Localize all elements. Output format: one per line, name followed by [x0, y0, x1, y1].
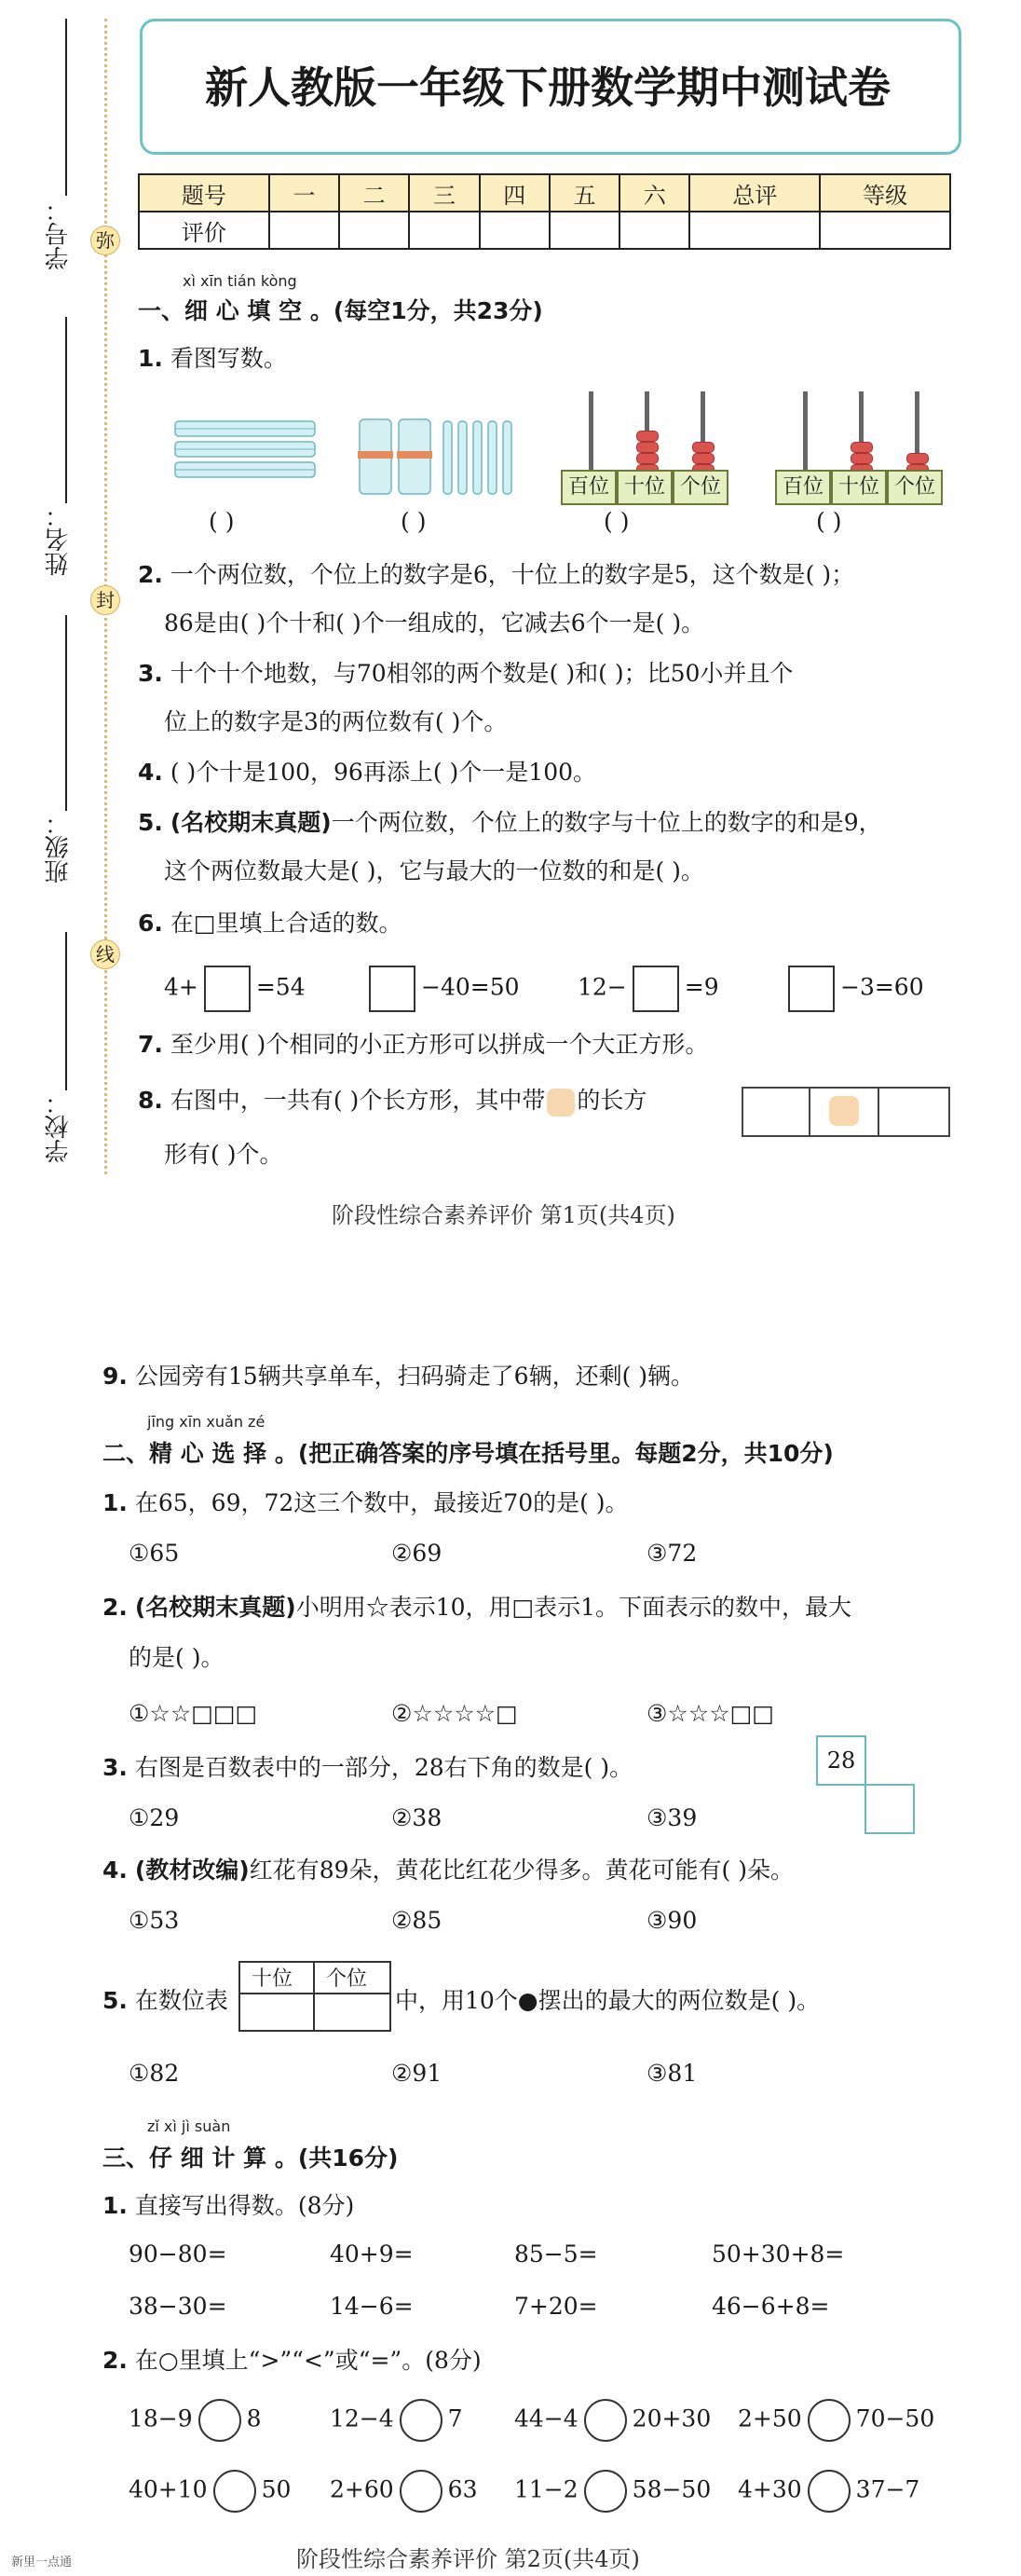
q2-num: 2.: [138, 561, 163, 588]
c3-option-1[interactable]: ①29: [129, 1804, 180, 1831]
compare-circle[interactable]: [400, 2399, 442, 2442]
c1-option-1[interactable]: ①65: [129, 1540, 180, 1567]
k2-right: 63: [447, 2475, 478, 2503]
k1-item[interactable]: 46−6+8=: [712, 2293, 830, 2320]
c3-option-3[interactable]: ③39: [647, 1804, 698, 1831]
sec1-title: 一、细 心 填 空 。(每空1分，共23分): [138, 297, 543, 324]
k1: [102, 2190, 354, 2222]
q2[interactable]: [138, 559, 854, 591]
score-header: 总评: [689, 174, 820, 212]
k2-right: 20+30: [632, 2405, 712, 2432]
q8-divider: [809, 1087, 810, 1135]
score-cell[interactable]: [619, 212, 689, 249]
abacus-label: 十位: [617, 470, 673, 505]
k2-right: 58−50: [632, 2475, 712, 2503]
score-table: [138, 173, 951, 250]
abacus-bead: [636, 442, 659, 453]
c4-option-1[interactable]: ①53: [129, 1907, 180, 1934]
c1-option-3[interactable]: ③72: [647, 1540, 698, 1567]
q6-answer-box[interactable]: [204, 966, 251, 1012]
q1-fig2-sticks-icon: [356, 416, 524, 498]
c2-tag: (名校期末真题): [134, 1594, 296, 1621]
q6-eq1-a: 4+: [164, 973, 198, 1001]
seal-feng: 封: [90, 585, 120, 615]
k1-item[interactable]: 7+20=: [514, 2293, 598, 2320]
page-footer-1: 阶段性综合素养评价 第1页(共4页): [332, 1202, 675, 1228]
k1-item[interactable]: 90−80=: [129, 2240, 227, 2268]
c4-option-2[interactable]: ②85: [391, 1907, 442, 1934]
c2[interactable]: [102, 1592, 851, 1624]
k2-right: 50: [261, 2475, 292, 2503]
k2-left: 2+60: [330, 2475, 394, 2503]
abacus-rod: [803, 391, 808, 470]
score-cell[interactable]: [339, 212, 409, 249]
q5-num: 5.: [138, 809, 163, 836]
abacus-label: 个位: [673, 470, 728, 505]
c4-text: 红花有89朵，黄花比红花少得多。黄花可能有( )朵。: [249, 1857, 794, 1884]
c2-option-2[interactable]: ②☆☆☆☆□: [391, 1700, 518, 1727]
page-title: 新人教版一年级下册数学期中测试卷: [205, 62, 891, 113]
c4[interactable]: [102, 1855, 794, 1886]
q2-line1: 一个两位数，个位上的数字是6，十位上的数字是5，这个数是( )；: [170, 561, 855, 588]
q1-answer-blank[interactable]: ( ): [401, 508, 427, 535]
compare-circle[interactable]: [213, 2470, 256, 2513]
score-cell[interactable]: [409, 212, 479, 249]
score-header: 二: [339, 174, 409, 212]
k2-text: 在○里填上“>”“<”或“=”。(8分): [134, 2347, 482, 2374]
q1-answer-blank[interactable]: ( ): [209, 508, 235, 535]
q6-eq3-b: =9: [684, 973, 719, 1001]
q6-eq3: [578, 966, 719, 1012]
k2-right: 7: [447, 2405, 463, 2432]
q1-answer-blank[interactable]: ( ): [816, 508, 842, 535]
seal-xian: 线: [90, 939, 120, 969]
q1-num: 1.: [138, 345, 163, 372]
score-header: 三: [409, 174, 479, 212]
k1-item[interactable]: 50+30+8=: [712, 2240, 845, 2268]
page-footer-2: 阶段性综合素养评价 第2页(共4页): [296, 2546, 640, 2572]
hundred-chart-cell-blank[interactable]: [864, 1784, 915, 1834]
compare-circle[interactable]: [584, 2399, 627, 2442]
k2-item: [330, 2399, 463, 2442]
score-header: 一: [269, 174, 339, 212]
c5-pre: [102, 1985, 228, 2017]
q9-num: 9.: [102, 1363, 128, 1390]
q4[interactable]: [138, 757, 596, 788]
place-value-vline: [313, 1961, 315, 2030]
k2-right: 8: [246, 2405, 262, 2432]
q6-answer-box[interactable]: [633, 966, 679, 1012]
score-header: 六: [619, 174, 689, 212]
c5-pre-text: 在数位表: [134, 1987, 228, 2014]
abacus-label: 百位: [775, 470, 831, 505]
abacus-label: 百位: [561, 470, 617, 505]
k2-left: 40+10: [129, 2475, 208, 2503]
score-header: 四: [480, 174, 550, 212]
c5-option-2[interactable]: ②91: [391, 2060, 442, 2087]
k2-left: 44−4: [514, 2405, 579, 2432]
k2-left: 4+30: [738, 2475, 802, 2503]
k2-item: [738, 2470, 919, 2513]
q8-num: 8.: [138, 1087, 163, 1114]
c1[interactable]: [102, 1487, 629, 1519]
q7[interactable]: [138, 1029, 708, 1061]
q1-text: 看图写数。: [170, 345, 287, 372]
q6-eq1: [164, 966, 306, 1012]
c4-num: 4.: [102, 1857, 128, 1884]
q5[interactable]: [138, 807, 882, 839]
score-header: 等级: [820, 174, 950, 212]
k2-left: 12−4: [330, 2405, 394, 2432]
c4-option-3[interactable]: ③90: [647, 1907, 698, 1934]
q8-line1a: 右图中，一共有( )个长方形，其中带: [170, 1087, 546, 1114]
k1-item[interactable]: 40+9=: [330, 2240, 414, 2268]
score-cell[interactable]: [269, 212, 339, 249]
c1-text: 在65，69，72这三个数中，最接近70的是( )。: [134, 1489, 629, 1516]
c1-num: 1.: [102, 1489, 128, 1516]
k2-num: 2.: [102, 2347, 128, 2374]
q6-text: 在□里填上合适的数。: [170, 910, 402, 937]
k2-left: 2+50: [738, 2405, 802, 2432]
c5-post[interactable]: 中，用10个●摆出的最大的两位数是( )。: [395, 1987, 821, 2014]
q9[interactable]: [102, 1361, 694, 1392]
k2-item: [514, 2399, 711, 2442]
score-cell[interactable]: [550, 212, 619, 249]
score-cell[interactable]: [689, 212, 820, 249]
k1-text: 直接写出得数。(8分): [134, 2192, 355, 2219]
compare-circle[interactable]: [808, 2399, 851, 2442]
side-line-banji: [65, 615, 67, 811]
q1-answer-blank[interactable]: ( ): [604, 508, 630, 535]
score-cell[interactable]: [480, 212, 550, 249]
k2-item: [129, 2399, 262, 2442]
q4-num: 4.: [138, 759, 163, 786]
c2-line1: 小明用☆表示10，用□表示1。下面表示的数中，最大: [295, 1594, 852, 1621]
q6-num: 6.: [138, 910, 163, 937]
c2-option-1[interactable]: ①☆☆□□□: [129, 1700, 258, 1727]
thumbs-up-icon: [547, 1089, 575, 1117]
q5-line2[interactable]: 这个两位数最大是( )，它与最大的一位数的和是( )。: [164, 857, 704, 884]
q6-eq4-b: −3=60: [840, 973, 924, 1001]
q1-fig1-sticks-icon: [173, 418, 319, 485]
abacus-bead: [636, 431, 659, 442]
c5-option-1[interactable]: ①82: [129, 2060, 180, 2087]
q8-line1b: 的长方: [577, 1087, 647, 1114]
k1-item[interactable]: 85−5=: [514, 2240, 598, 2268]
q8-divider: [878, 1087, 879, 1135]
c3-text: 右图是百数表中的一部分，28右下角的数是( )。: [134, 1754, 633, 1781]
score-cell[interactable]: [820, 212, 950, 249]
abacus-bead: [851, 442, 873, 453]
side-label-xuehao: 学号：: [45, 198, 73, 270]
compare-circle[interactable]: [198, 2399, 241, 2442]
q6-answer-box[interactable]: [788, 966, 835, 1012]
side-label-xuexiao: 学校：: [45, 1090, 73, 1163]
sec3-title: 三、仔 细 计 算 。(共16分): [102, 2144, 399, 2172]
c5-num: 5.: [102, 1987, 128, 2014]
q5-line1: 一个两位数，个位上的数字与十位上的数字的和是9，: [331, 809, 882, 836]
side-label-xingming: 姓名：: [45, 503, 73, 576]
abacus-label: 个位: [887, 470, 943, 505]
q6: [138, 908, 402, 939]
q8-line2[interactable]: 形有( )个。: [164, 1141, 283, 1168]
k2-item: [129, 2470, 291, 2513]
k2-item: [330, 2470, 477, 2513]
place-value-tens: 十位: [252, 1967, 293, 1991]
side-line-xuexiao: [65, 932, 67, 1090]
k2: [102, 2345, 482, 2377]
watermark: 新里一点通: [11, 2555, 73, 2569]
score-row-label: 评价: [139, 212, 269, 249]
q6-eq4: [783, 966, 924, 1012]
sec3-pinyin: zǐ xì jì suàn: [147, 2117, 231, 2135]
k2-item: [514, 2470, 711, 2513]
abacus-bead: [692, 453, 715, 464]
k1-item[interactable]: 38−30=: [129, 2293, 227, 2320]
hundred-chart-cell-28: 28: [816, 1735, 866, 1786]
k2-item: [738, 2399, 934, 2442]
q6-answer-box[interactable]: [369, 966, 415, 1012]
k2-right: 37−7: [855, 2475, 920, 2503]
q1: [138, 343, 287, 375]
c2-num: 2.: [102, 1594, 128, 1621]
score-header: 五: [550, 174, 619, 212]
sec2-title: 二、精 心 选 择 。(把正确答案的序号填在括号里。每题2分，共10分): [102, 1440, 834, 1467]
k2-left: 18−9: [129, 2405, 193, 2432]
q6-eq1-b: =54: [255, 973, 306, 1001]
q3[interactable]: [138, 658, 793, 690]
q6-eq3-a: 12−: [578, 973, 627, 1001]
abacus-bead: [851, 453, 873, 464]
q8[interactable]: [138, 1085, 647, 1117]
abacus-rod: [589, 391, 593, 470]
q7-num: 7.: [138, 1031, 163, 1058]
score-header: 题号: [139, 174, 269, 212]
place-value-ones: 个位: [326, 1967, 368, 1991]
q9-text: 公园旁有15辆共享单车，扫码骑走了6辆，还剩( )辆。: [134, 1363, 695, 1390]
sec1-pinyin: xì xīn tián kòng: [183, 272, 297, 290]
compare-circle[interactable]: [808, 2470, 851, 2513]
side-line-xingming: [65, 317, 67, 503]
c2-option-3[interactable]: ③☆☆☆□□: [647, 1700, 774, 1727]
q7-text: 至少用( )个相同的小正方形可以拼成一个大正方形。: [170, 1031, 709, 1058]
compare-circle[interactable]: [584, 2470, 627, 2513]
q3-line2[interactable]: 位上的数字是3的两位数有( )个。: [164, 708, 508, 735]
abacus-bead: [636, 453, 659, 464]
c5-option-3[interactable]: ③81: [647, 2060, 698, 2087]
c3-option-2[interactable]: ②38: [391, 1804, 442, 1831]
q4-text: ( )个十是100，96再添上( )个一是100。: [170, 759, 597, 786]
abacus-label: 十位: [831, 470, 887, 505]
c4-tag: (教材改编): [134, 1857, 250, 1884]
q2-line2[interactable]: 86是由( )个十和( )个一组成的，它减去6个一是( )。: [164, 610, 705, 637]
k2-right: 70−50: [855, 2405, 935, 2432]
abacus-bead: [692, 442, 715, 453]
thumbs-up-icon: [829, 1096, 859, 1126]
seal-mi: 弥: [90, 226, 120, 255]
k1-item[interactable]: 14−6=: [330, 2293, 414, 2320]
q3-line1: 十个十个地数，与70相邻的两个数是( )和( )；比50小并且个: [170, 660, 794, 687]
k2-left: 11−2: [514, 2475, 579, 2503]
c3-num: 3.: [102, 1754, 128, 1781]
c1-option-2[interactable]: ②69: [391, 1540, 442, 1567]
q6-eq2-b: −40=50: [421, 973, 520, 1001]
k1-num: 1.: [102, 2192, 128, 2219]
side-label-banji: 班级：: [45, 811, 73, 884]
c3[interactable]: [102, 1752, 633, 1784]
q5-tag: (名校期末真题): [170, 809, 332, 836]
sec2-pinyin: jīng xīn xuǎn zé: [147, 1413, 265, 1431]
side-line-xuehao: [65, 19, 67, 196]
compare-circle[interactable]: [400, 2470, 442, 2513]
q6-eq2: [363, 966, 520, 1012]
abacus-bead: [906, 453, 929, 464]
q3-num: 3.: [138, 660, 163, 687]
c2-line2[interactable]: 的是( )。: [129, 1644, 225, 1671]
